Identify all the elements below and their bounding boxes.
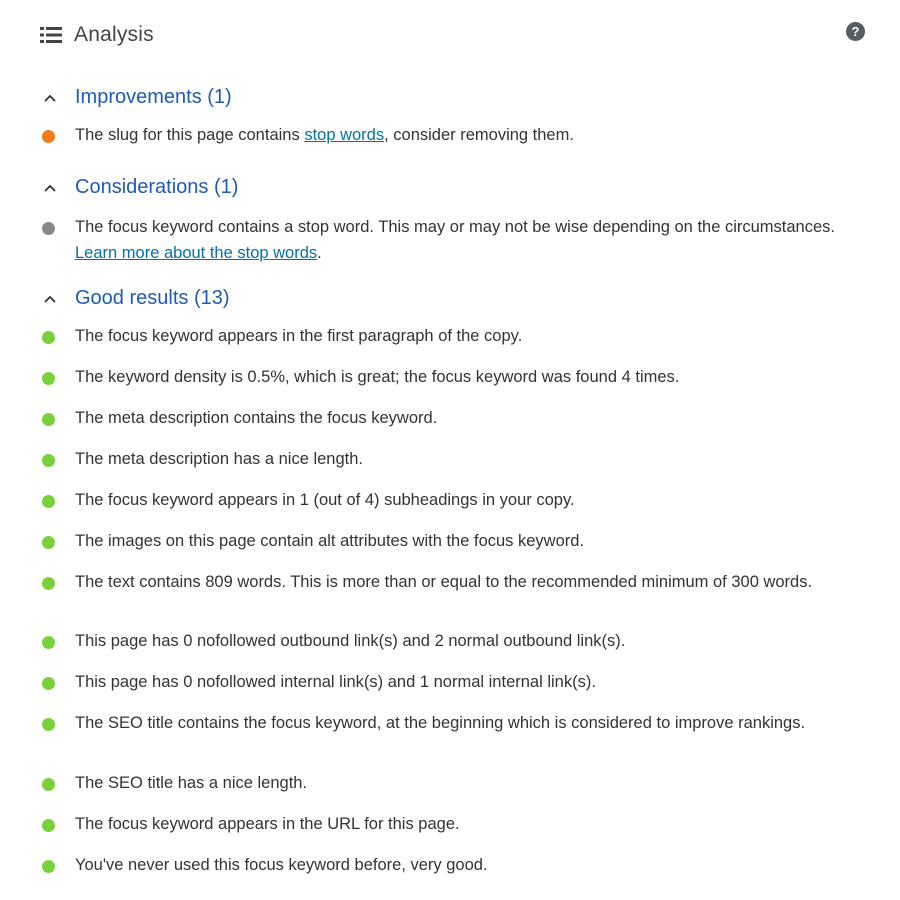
chevron-up-icon <box>42 91 58 105</box>
status-dot-gray-icon <box>42 222 55 235</box>
status-dot-green-icon <box>42 577 55 590</box>
section-good-results <box>0 287 900 874</box>
section-considerations <box>0 176 900 266</box>
status-dot-green-icon <box>42 372 55 385</box>
list-item: This page has 0 nofollowed internal link(s) and 1 normal internal link(s). <box>0 669 835 695</box>
section-improvements <box>0 86 900 148</box>
section-title: Considerations (1) <box>75 176 239 198</box>
status-dot-green-icon <box>42 413 55 426</box>
chevron-up-icon <box>42 181 58 195</box>
list-item: The SEO title contains the focus keyword, at the beginning which is considered to improve rankings. <box>0 710 835 736</box>
list-item: The focus keyword appears in the URL for this page. <box>0 811 835 837</box>
analysis-header <box>40 20 154 50</box>
status-dot-green-icon <box>42 778 55 791</box>
section-toggle-good-results[interactable] <box>0 287 900 315</box>
list-item: The focus keyword appears in 1 (out of 4) subheadings in your copy. <box>0 487 835 513</box>
list-item: The SEO title has a nice length. <box>0 770 835 796</box>
list-item: The meta description contains the focus keyword. <box>0 405 835 431</box>
status-dot-green-icon <box>42 536 55 549</box>
page-title: Analysis <box>74 23 154 46</box>
list-item: The meta description has a nice length. <box>0 446 835 472</box>
learn-more-stop-words-link[interactable]: Learn more about the stop words <box>75 244 318 262</box>
list-item: The images on this page contain alt attributes with the focus keyword. <box>0 528 835 554</box>
chevron-up-icon <box>42 292 58 306</box>
status-dot-orange-icon <box>42 130 55 143</box>
status-dot-green-icon <box>42 860 55 873</box>
list-item: The slug for this page contains stop words, consider removing them. <box>0 122 900 148</box>
list-icon <box>40 26 62 44</box>
section-toggle-considerations[interactable] <box>0 176 900 204</box>
list-item: The keyword density is 0.5%, which is great; the focus keyword was found 4 times. <box>0 364 835 390</box>
list-item: You've never used this focus keyword before, very good. <box>0 852 835 878</box>
status-dot-green-icon <box>42 819 55 832</box>
list-item: This page has 0 nofollowed outbound link(s) and 2 normal outbound link(s). <box>0 628 835 654</box>
list-item: The focus keyword appears in the first paragraph of the copy. <box>0 323 835 349</box>
section-toggle-improvements[interactable] <box>0 86 900 114</box>
section-title: Good results (13) <box>75 287 230 309</box>
status-dot-green-icon <box>42 677 55 690</box>
status-dot-green-icon <box>42 636 55 649</box>
status-dot-green-icon <box>42 495 55 508</box>
help-icon[interactable]: ? <box>846 22 865 41</box>
status-dot-green-icon <box>42 454 55 467</box>
list-item: The focus keyword contains a stop word. This may or may not be wise depending on the circumstances. Learn more about the stop words. <box>0 214 900 266</box>
status-dot-green-icon <box>42 718 55 731</box>
status-dot-green-icon <box>42 331 55 344</box>
section-title: Improvements (1) <box>75 86 232 108</box>
list-item: The text contains 809 words. This is more than or equal to the recommended minimum of 300 words. <box>0 569 835 595</box>
stop-words-link[interactable]: stop words <box>304 126 385 144</box>
